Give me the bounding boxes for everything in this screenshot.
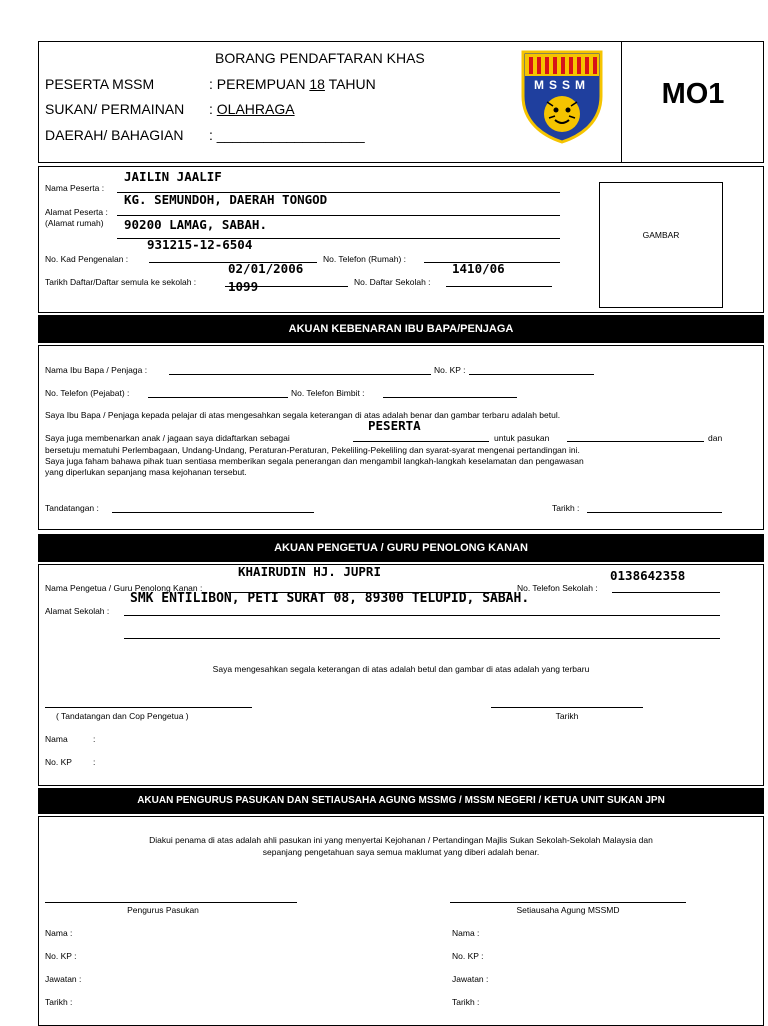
principal-kp-colon: : [93, 757, 96, 767]
kp-label: No. Kad Pengenalan : [45, 254, 129, 264]
parent-tel-pejabat-label: No. Telefon (Pejabat) : [45, 388, 130, 398]
nama-peserta-value[interactable]: JAILIN JAALIF [124, 169, 222, 184]
daftar-value-b[interactable]: 1099 [228, 279, 259, 294]
daftar-sekolah-label: No. Daftar Sekolah : [354, 277, 431, 287]
parent-para-line2: bersetuju mematuhi Perlembagaan, Undang-Undang, Peraturan-Peraturan, Pekeliling-Pekeliling dan syarat-syarat mengenai pertandingan ini. [45, 445, 580, 455]
manager-left-sign-label: Pengurus Pasukan [127, 905, 199, 915]
tarikh-daftar-value[interactable]: 02/01/2006 [228, 261, 304, 276]
parent-nama-label: Nama Ibu Bapa / Penjaga : [45, 365, 148, 375]
parent-role-line [353, 441, 489, 442]
kp-value[interactable]: 931215-12-6504 [147, 237, 253, 252]
sukan-value [209, 101, 295, 117]
parent-kp-label: No. KP : [434, 365, 466, 375]
principal-tarikh-line [491, 707, 643, 708]
principal-section-bar: AKUAN PENGETUA / GURU PENOLONG KANAN [38, 534, 764, 562]
parent-tandatangan-line [112, 512, 314, 513]
principal-kp-field: No. KP [45, 757, 72, 767]
parent-para-c: dan [708, 433, 723, 443]
manager-right-tarikh: Tarikh : [452, 997, 480, 1007]
tel-rumah-label: No. Telefon (Rumah) : [323, 254, 406, 264]
manager-right-sign-label: Setiausaha Agung MSSMD [516, 905, 620, 915]
principal-alamat-line-2 [124, 638, 720, 639]
form-title: BORANG PENDAFTARAN KHAS [215, 50, 425, 66]
parent-statement: Saya Ibu Bapa / Penjaga kepada pelajar di atas mengesahkan segala keterangan di atas adalah benar dan gambar terbaru adalah betul. [45, 410, 561, 420]
principal-sign-label: ( Tandatangan dan Cop Pengetua ) [56, 711, 189, 721]
manager-left-sign-line [45, 902, 297, 903]
parent-tarikh-label: Tarikh : [552, 503, 580, 513]
nama-peserta-label: Nama Peserta : [45, 183, 105, 193]
manager-statement-2: sepanjang pengetahuan saya semua maklumat yang diberi adalah benar. [262, 847, 540, 857]
daerah-value: : ___________________ [209, 127, 365, 143]
parent-nama-line [169, 374, 431, 375]
alamat-value-2[interactable]: 90200 LAMAG, SABAH. [124, 217, 267, 232]
sukan-label: SUKAN/ PERMAINAN [45, 101, 185, 117]
parent-para-b: untuk pasukan [494, 433, 550, 443]
manager-right-kp: No. KP : [452, 951, 484, 961]
manager-section-bar: AKUAN PENGURUS PASUKAN DAN SETIAUSAHA AGUNG MSSMG / MSSM NEGERI / KETUA UNIT SUKAN JPN [38, 788, 764, 814]
alamat-line-1 [117, 215, 560, 216]
daftar-value-a[interactable]: 1410/06 [452, 261, 505, 276]
peserta-value [209, 76, 376, 92]
manager-left-kp: No. KP : [45, 951, 77, 961]
parent-tel-bimbit-label: No. Telefon Bimbit : [291, 388, 365, 398]
sukan-colon: : [209, 101, 213, 117]
parent-role-value[interactable]: PESERTA [368, 418, 421, 433]
principal-alamat-label: Alamat Sekolah : [45, 606, 110, 616]
parent-tel-bimbit-line [383, 397, 517, 398]
parent-kp-line [469, 374, 594, 375]
parent-para-a: Saya juga membenarkan anak / jagaan saya didaftarkan sebagai [45, 433, 290, 443]
principal-nama-label: Nama Pengetua / Guru Penolong Kanan : [45, 583, 203, 593]
daftar-sekolah-line [446, 286, 552, 287]
parent-para-line4: yang diperlukan sepanjang masa kejohanan tersebut. [45, 467, 247, 477]
alamat-value-1[interactable]: KG. SEMUNDOH, DAERAH TONGOD [124, 192, 328, 207]
peserta-prefix: : PEREMPUAN [209, 76, 310, 92]
principal-alamat-value[interactable]: SMK ENTILIBON, PETI SURAT 08, 89300 TELUPID, SABAH. [130, 591, 530, 606]
principal-tel-line [612, 592, 720, 593]
manager-right-nama: Nama : [452, 928, 480, 938]
peserta-label: PESERTA MSSM [45, 76, 155, 92]
manager-statement-1: Diakui penama di atas adalah ahli pasukan ini yang menyertai Kejohanan / Pertandingan Majlis Sukan Sekolah-Sekolah Malaysia dan [149, 835, 653, 845]
manager-right-jawatan: Jawatan : [452, 974, 489, 984]
alamat-peserta-label: Alamat Peserta : [45, 207, 108, 217]
manager-right-sign-line [450, 902, 686, 903]
parent-team-line [567, 441, 704, 442]
photo-box[interactable] [599, 182, 723, 308]
mssm-logo [521, 50, 603, 144]
manager-left-jawatan: Jawatan : [45, 974, 82, 984]
daerah-label: DAERAH/ BAHAGIAN [45, 127, 184, 143]
photo-label: GAMBAR [642, 230, 680, 240]
parent-para-line3: Saya juga faham bahawa pihak tuan sentiasa memberikan segala penerangan dan mengambil langkah-langkah keselamatan dan pengawasan [45, 456, 584, 466]
parent-tel-pejabat-line [148, 397, 288, 398]
parent-section-bar: AKUAN KEBENARAN IBU BAPA/PENJAGA [38, 315, 764, 343]
principal-tel-value[interactable]: 0138642358 [610, 568, 686, 583]
principal-sign-line [45, 707, 252, 708]
peserta-suffix: TAHUN [324, 76, 376, 92]
parent-tandatangan-label: Tandatangan : [45, 503, 99, 513]
age-value: 18 [309, 76, 325, 92]
logo-text: MSSM [534, 78, 590, 92]
alamat-rumah-label: (Alamat rumah) [45, 218, 104, 228]
sukan-name: OLAHRAGA [216, 101, 295, 117]
form-code: MO1 [661, 78, 725, 110]
manager-left-nama: Nama : [45, 928, 73, 938]
principal-tarikh-label: Tarikh [555, 711, 579, 721]
principal-nama-field: Nama [45, 734, 68, 744]
parent-tarikh-line [587, 512, 722, 513]
principal-tel-label: No. Telefon Sekolah : [517, 583, 598, 593]
principal-nama-colon: : [93, 734, 96, 744]
manager-left-tarikh: Tarikh : [45, 997, 73, 1007]
principal-statement: Saya mengesahkan segala keterangan di atas adalah betul dan gambar di atas adalah yang terbaru [212, 664, 590, 674]
tarikh-daftar-label: Tarikh Daftar/Daftar semula ke sekolah : [45, 277, 197, 287]
principal-alamat-line-1 [124, 615, 720, 616]
principal-nama-value[interactable]: KHAIRUDIN HJ. JUPRI [238, 564, 381, 579]
